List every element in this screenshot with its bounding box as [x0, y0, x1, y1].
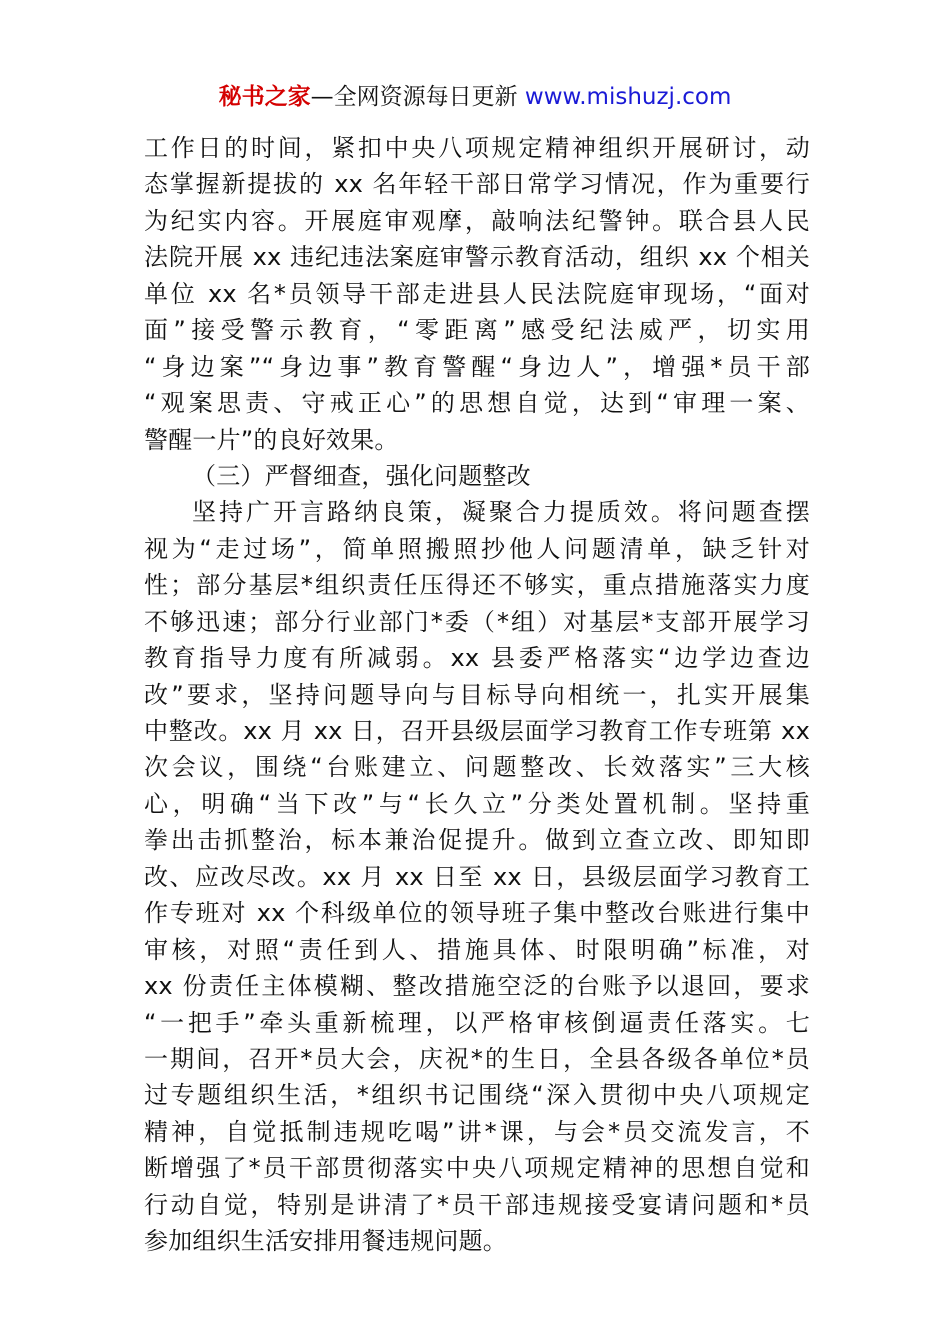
text-line: 不够迅速；部分行业部门*委（*组）对基层*支部开展学习 [144, 607, 810, 636]
text-line: 作专班对 xx 个科级单位的领导班子集中整改台账进行集中 [144, 899, 810, 928]
text-line: 断增强了*员干部贯彻落实中央八项规定精神的思想自觉和 [144, 1154, 810, 1183]
text-line: 坚持广开言路纳良策，凝聚合力提质效。将问题查摆 [192, 498, 810, 527]
text-line: 法院开展 xx 违纪违法案庭审警示教育活动，组织 xx 个相关 [144, 243, 810, 272]
document-body [144, 130, 810, 1260]
site-tagline: —全网资源每日更新 [310, 84, 525, 110]
text-line: 过专题组织生活，*组织书记围绕“深入贯彻中央八项规定 [144, 1081, 810, 1110]
text-line: 精神，自觉抵制违规吃喝”讲*课，与会*员交流发言，不 [144, 1117, 810, 1146]
text-line: 教育指导力度有所减弱。xx 县委严格落实“边学边查边 [144, 644, 810, 673]
text-line: “观案思责、守戒正心”的思想自觉，达到“审理一案、 [144, 389, 810, 418]
site-brand: 秘书之家 [218, 84, 311, 110]
text-line: 为纪实内容。开展庭审观摩，敲响法纪警钟。联合县人民 [144, 206, 810, 235]
text-line: xx 份责任主体模糊、整改措施空泛的台账予以退回，要求 [144, 972, 810, 1001]
text-line: 警醒一片”的良好效果。 [144, 425, 399, 454]
text-line: 改、应改尽改。xx 月 xx 日至 xx 日，县级层面学习教育工 [144, 862, 810, 891]
section-heading: （三）严督细查，强化问题整改 [192, 461, 531, 490]
text-line: 工作日的时间，紧扣中央八项规定精神组织开展研讨，动 [144, 134, 810, 162]
text-line: 面”接受警示教育，“零距离”感受纪法威严，切实用 [144, 316, 810, 345]
text-line: 改”要求，坚持问题导向与目标导向相统一，扎实开展集 [144, 680, 810, 709]
text-line: 一期间，召开*员大会，庆祝*的生日，全县各级各单位*员 [144, 1044, 810, 1073]
text-line: 视为“走过场”，简单照搬照抄他人问题清单，缺乏针对 [144, 534, 810, 563]
text-line: 心，明确“当下改”与“长久立”分类处置机制。坚持重 [144, 789, 810, 818]
text-line: 性；部分基层*组织责任压得还不够实，重点措施落实力度 [144, 571, 810, 600]
text-line: “一把手”牵头重新梳理，以严格审核倒逼责任落实。七 [144, 1008, 810, 1037]
text-line: 次会议，围绕“台账建立、问题整改、长效落实”三大核 [144, 753, 810, 782]
text-line: 态掌握新提拔的 xx 名年轻干部日常学习情况，作为重要行 [144, 170, 810, 199]
text-line: 拳出击抓整治，标本兼治促提升。做到立查立改、即知即 [144, 826, 810, 855]
text-line: 单位 xx 名*员领导干部走进县人民法院庭审现场，“面对 [144, 279, 810, 308]
text-line: 参加组织生活安排用餐违规问题。 [144, 1227, 507, 1256]
text-line: 行动自觉，特别是讲清了*员干部违规接受宴请问题和*员 [144, 1190, 810, 1219]
text-line: 审核，对照“责任到人、措施具体、时限明确”标准，对 [144, 935, 810, 964]
site-url[interactable]: www.mishuzj.com [524, 84, 732, 110]
text-line: “身边案”“身边事”教育警醒“身边人”，增强*员干部 [144, 352, 810, 381]
site-header [0, 80, 950, 114]
text-line: 中整改。xx 月 xx 日，召开县级层面学习教育工作专班第 xx [144, 717, 810, 745]
